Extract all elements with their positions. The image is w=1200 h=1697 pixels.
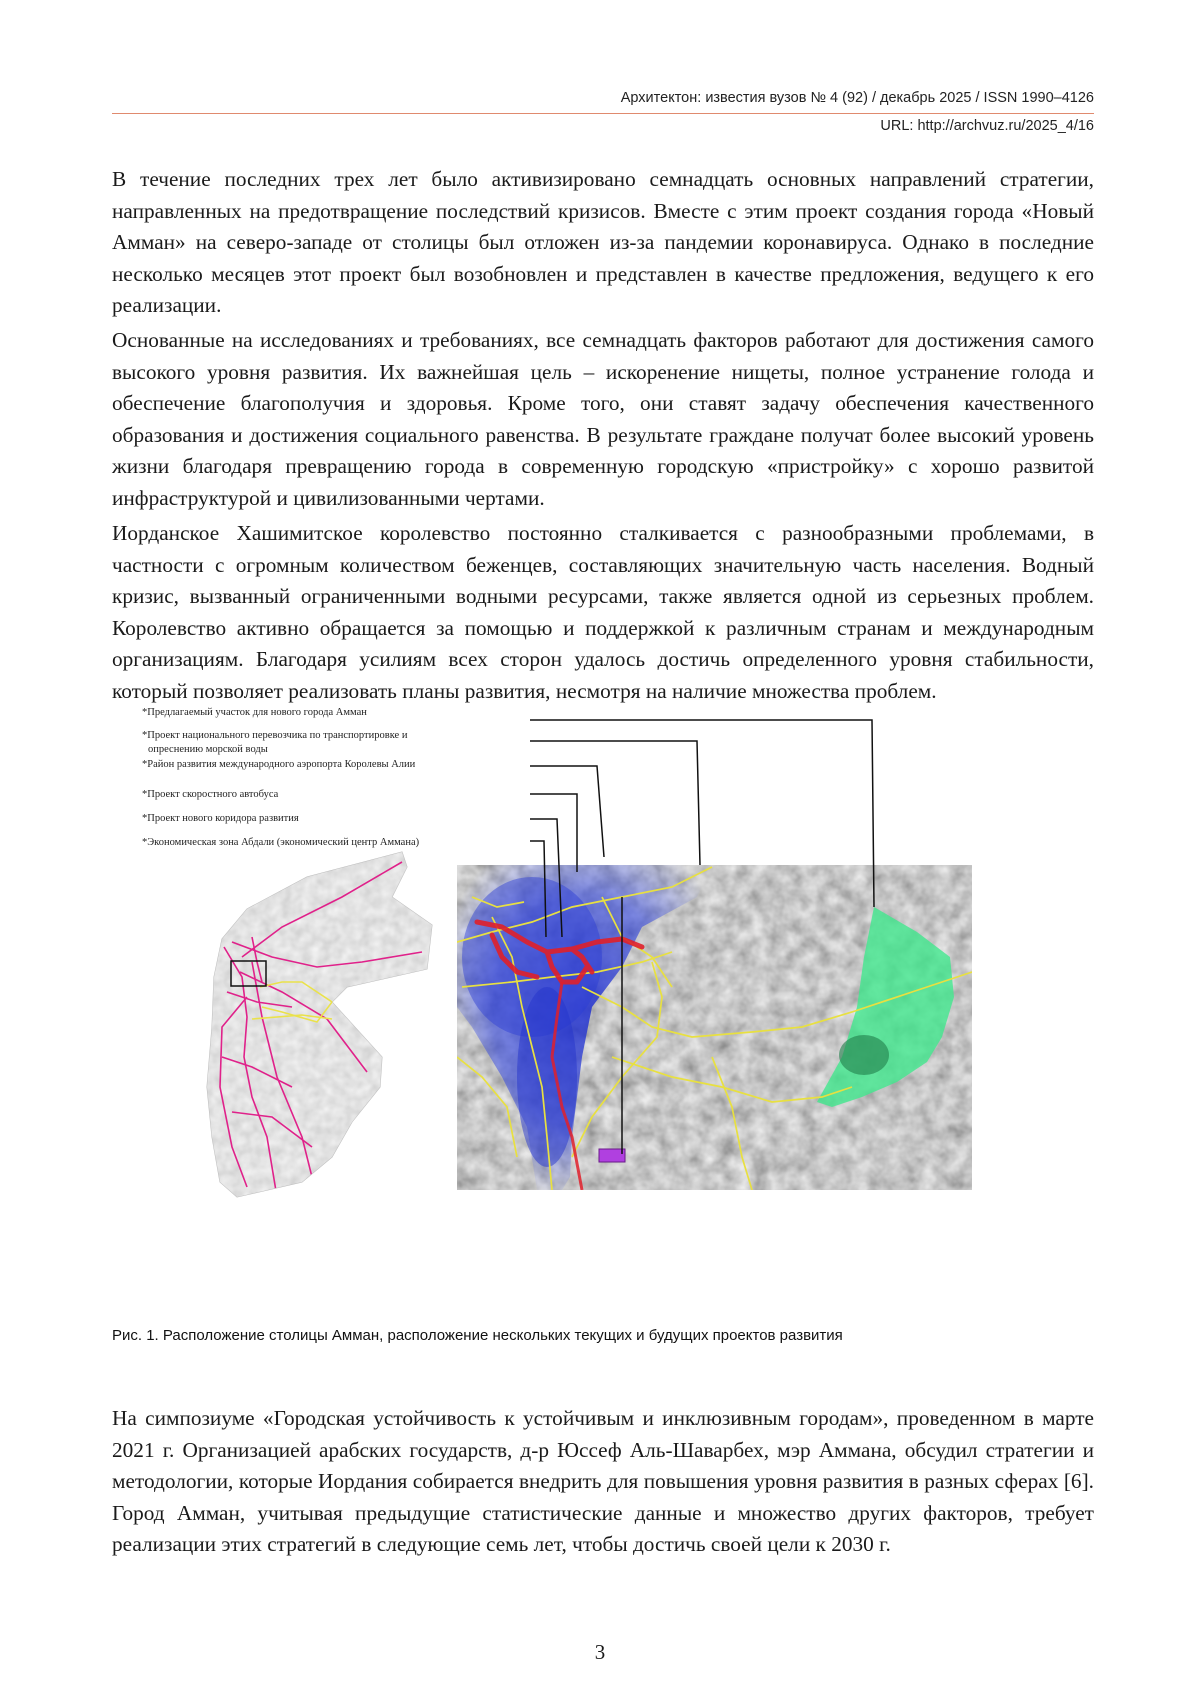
abdali-zone-marker bbox=[599, 1149, 625, 1162]
page-number: 3 bbox=[594, 1640, 606, 1664]
figure-legend bbox=[142, 707, 420, 848]
legend-abdali: *Экономическая зона Абдали (экономический центр Аммана) bbox=[142, 837, 420, 848]
article-url[interactable]: URL: http://archvuz.ru/2025_4/16 bbox=[880, 118, 1094, 134]
journal-header: Архитектон: известия вузов № 4 (92) / декабрь 2025 / ISSN 1990–4126 bbox=[620, 90, 1094, 106]
legend-water-carrier: *Проект национального перевозчика по транспортировке и bbox=[142, 730, 408, 741]
paragraph-4: На симпозиуме «Городская устойчивость к устойчивым и инклюзивным городам», проведенном в марте 2021 г. Организацией арабских государств, д-р Юссеф Аль-Шаварбех, мэр Аммана, обсудил стратегии и методологии, которые Иордания собирается внедрить для повышения уровня развития в разных сферах [6]. Город Амман, учитывая предыдущие статистические данные и множество других факторов, требует реализации этих стратегий в следующие семь лет, чтобы достичь своей цели к 2030 г. bbox=[112, 1406, 1094, 1556]
header-divider bbox=[112, 113, 1094, 114]
paragraph-2: Основанные на исследованиях и требованиях, все семнадцать факторов работают для достижения самого высокого уровня развития. Их важнейшая цель – искоренение нищеты, полное устранение голода и обеспечение благополучия и здоровья. Кроме того, они ставят задачу обеспечения качественного образования и достижения социального равенства. В результате граждане получат более высокий уровень жизни благодаря превращению города в современную городскую «пристройку» с хорошо развитой инфраструктурой и цивилизованными чертами. bbox=[112, 328, 1094, 510]
legend-corridor: *Проект нового коридора развития bbox=[142, 813, 299, 824]
figure-caption: Рис. 1. Расположение столицы Амман, расположение нескольких текущих и будущих проектов развития bbox=[112, 1327, 843, 1344]
legend-water-carrier-cont: опреснению морской воды bbox=[148, 744, 268, 755]
figure-amman-projects bbox=[142, 707, 1072, 1302]
legend-new-city: *Предлагаемый участок для нового города Амман bbox=[142, 707, 367, 718]
legend-bus: *Проект скоростного автобуса bbox=[142, 789, 279, 800]
jordan-map bbox=[192, 847, 442, 1207]
paragraph-3: Иорданское Хашимитское королевство постоянно сталкивается с разнообразными проблемами, в частности с огромным количеством беженцев, составляющих значительную часть населения. Водный кризис, вызванный ограниченными водными ресурсами, также является одной из серьезных проблем. Королевство активно обращается за помощью и поддержкой к различным странам и международным организациям. Благодаря усилиям всех сторон удалось достичь определенного уровня стабильности, который позволяет реализовать планы развития, несмотря на наличие множества проблем. bbox=[112, 521, 1094, 703]
legend-airport: *Район развития международного аэропорта Королевы Алии bbox=[142, 759, 416, 770]
satellite-map bbox=[457, 865, 972, 1190]
paragraph-1: В течение последних трех лет было активизировано семнадцать основных направлений стратегии, направленных на предотвращение последствий кризисов. Вместе с этим проект создания города «Новый Амман» на северо-западе от столицы был отложен из-за пандемии коронавируса. Однако в последние несколько месяцев этот проект был возобновлен и представлен в качестве предложения, ведущего к его реализации. bbox=[112, 167, 1094, 317]
